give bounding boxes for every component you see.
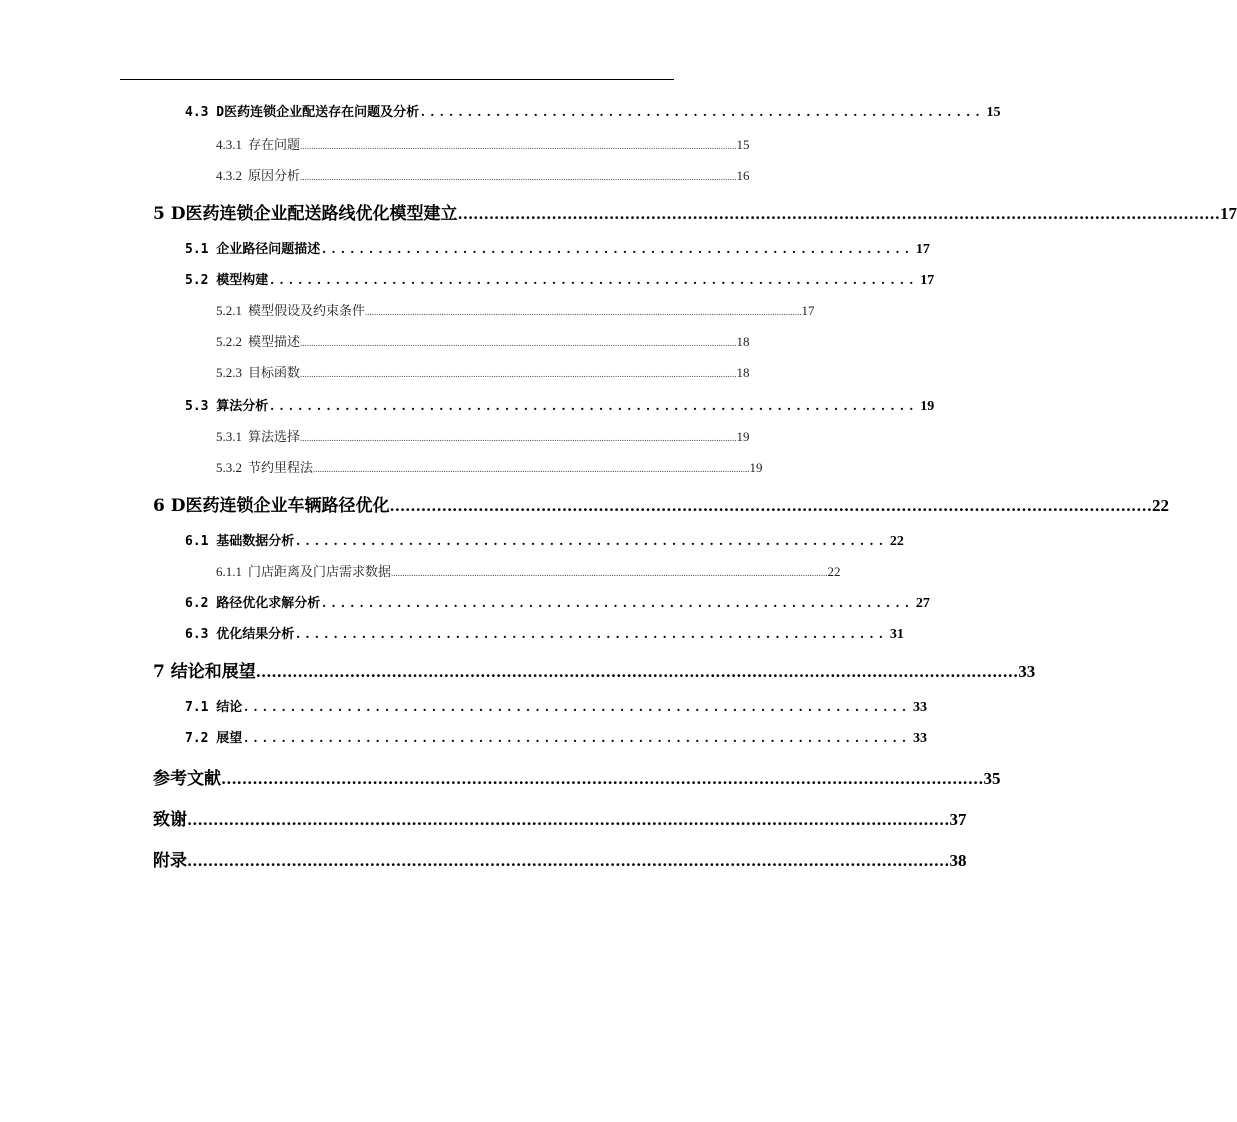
toc-entry-6-2[interactable]: [185, 592, 930, 614]
toc-leader-dots: . . . . . . . . . . . . . . . . . . . . . . . . . . . . . . . . . . . . . . . . . . . . . . . . . . . . . . . . . . . . . . . . . . . . .: [270, 399, 915, 414]
toc-entry-5-2-3[interactable]: [216, 362, 750, 382]
toc-leader-dots: ..................................................................................................................................................................................................: [300, 172, 737, 182]
toc-leader-dots: ..................................................................................................................................................: [389, 497, 1152, 515]
toc-entry-4-3-2[interactable]: [216, 165, 750, 185]
toc-leader-dots: ..................................................................................................................................................................................................: [300, 141, 737, 151]
toc-entry-chapter-6[interactable]: [153, 491, 1169, 517]
toc-entry-label: 5 D医药连锁企业配送路线优化模型建立: [153, 204, 458, 224]
toc-leader-dots: ..................................................................................................................................................................................................: [365, 307, 802, 317]
toc-entry-label: 存在问题: [248, 138, 301, 153]
toc-entry-label: 目标函数: [248, 366, 301, 381]
toc-entry-5-1[interactable]: [185, 238, 930, 260]
toc-page-number: 31: [889, 627, 904, 642]
toc-entry-label: 5.1 企业路径问题描述: [185, 242, 321, 257]
toc-leader-dots: ..................................................................................................................................................: [187, 852, 950, 870]
toc-leader-dots: . . . . . . . . . . . . . . . . . . . . . . . . . . . . . . . . . . . . . . . . . . . . . . . . . . . . . . . . . . . . . . .: [322, 242, 910, 257]
toc-leader-dots: ..................................................................................................................................................................................................: [313, 464, 750, 474]
header-rule: [120, 79, 674, 80]
toc-entry-number: 5.2.1: [216, 303, 242, 318]
toc-entry-label: 算法选择: [248, 430, 301, 445]
toc-page-number: 33: [913, 700, 928, 715]
toc-leader-dots: ..................................................................................................................................................................................................: [300, 369, 737, 379]
toc-entry-label: 7 结论和展望: [153, 662, 256, 682]
toc-entry-label: 7.2 展望: [185, 731, 243, 746]
toc-entry-7-2[interactable]: [185, 727, 928, 749]
toc-entry-label: 门店距离及门店需求数据: [248, 565, 392, 580]
toc-entry-number: 5.3.1: [216, 429, 242, 444]
toc-page-number: 19: [749, 460, 763, 475]
toc-entry-label: 6.2 路径优化求解分析: [185, 596, 321, 611]
toc-entry-label: 4.3 D医药连锁企业配送存在问题及分析: [185, 105, 420, 120]
toc-entry-label: 致谢: [153, 810, 187, 830]
toc-page-number: 15: [986, 105, 1001, 120]
toc-entry-4-3-1[interactable]: [216, 134, 750, 154]
toc-entry-number: 4.3.1: [216, 137, 242, 152]
toc-entry-number: 5.2.2: [216, 334, 242, 349]
toc-leader-dots: ..................................................................................................................................................................................................: [300, 433, 737, 443]
toc-entry-number: 6.1.1: [216, 564, 242, 579]
toc-entry-5-3-1[interactable]: [216, 426, 750, 446]
toc-page-number: 18: [736, 334, 750, 349]
toc-leader-dots: ..................................................................................................................................................................................................: [300, 338, 737, 348]
toc-entry-6-3[interactable]: [185, 623, 904, 645]
toc-entry-number: 4.3.2: [216, 168, 242, 183]
toc-entry-label: 参考文献: [153, 769, 221, 789]
toc-leader-dots: . . . . . . . . . . . . . . . . . . . . . . . . . . . . . . . . . . . . . . . . . . . . . . . . . . . . . . . . . . . . . . . . . . . . .: [270, 273, 915, 288]
toc-page-number: 17: [1219, 204, 1237, 223]
toc-page-number: 17: [801, 303, 815, 318]
toc-leader-dots: . . . . . . . . . . . . . . . . . . . . . . . . . . . . . . . . . . . . . . . . . . . . . . . . . . . . . . . . . . . . . . .: [322, 596, 910, 611]
toc-entry-acknowledgements[interactable]: [153, 805, 967, 831]
toc-entry-number: 5.3.2: [216, 460, 242, 475]
toc-entry-label: 原因分析: [248, 169, 301, 184]
toc-leader-dots: . . . . . . . . . . . . . . . . . . . . . . . . . . . . . . . . . . . . . . . . . . . . . . . . . . . . . . . . . . . . . . .: [296, 627, 884, 642]
toc-page-number: 17: [920, 273, 935, 288]
toc-leader-dots: . . . . . . . . . . . . . . . . . . . . . . . . . . . . . . . . . . . . . . . . . . . . . . . . . . . . . . . . . . . . . . . . . . . . . . .: [244, 700, 908, 715]
toc-entry-5-2-2[interactable]: [216, 331, 750, 351]
toc-page-number: 22: [889, 534, 904, 549]
toc-page-number: 15: [736, 137, 750, 152]
toc-entry-6-1-1[interactable]: [216, 561, 841, 581]
toc-page-number: 22: [1151, 496, 1169, 515]
toc-entry-appendix[interactable]: [153, 846, 967, 872]
toc-page-number: 16: [736, 168, 750, 183]
toc-entry-label: 附录: [153, 851, 187, 871]
toc-entry-7-1[interactable]: [185, 696, 928, 718]
toc-entry-5-2[interactable]: [185, 269, 935, 291]
toc-page-number: 17: [915, 242, 930, 257]
toc-page-number: 35: [983, 769, 1001, 788]
toc-page-number: 19: [736, 429, 750, 444]
toc-entry-label: 5.3 算法分析: [185, 399, 269, 414]
toc-entry-chapter-5[interactable]: [153, 199, 1237, 225]
toc-entry-label: 6.3 优化结果分析: [185, 627, 295, 642]
toc-leader-dots: ..................................................................................................................................................: [187, 811, 950, 829]
toc-leader-dots: . . . . . . . . . . . . . . . . . . . . . . . . . . . . . . . . . . . . . . . . . . . . . . . . . . . . . . . . . . . . . . . . . . . . . . .: [244, 731, 908, 746]
toc-page-number: 33: [1018, 662, 1036, 681]
toc-page-number: 38: [949, 851, 967, 870]
toc-entry-chapter-7[interactable]: [153, 657, 1036, 683]
toc-entry-label: 模型描述: [248, 335, 301, 350]
toc-page-number: 37: [949, 810, 967, 829]
toc-page-number: 22: [827, 564, 841, 579]
toc-entry-label: 5.2 模型构建: [185, 273, 269, 288]
toc-page-number: 33: [913, 731, 928, 746]
toc-entry-label: 6.1 基础数据分析: [185, 534, 295, 549]
toc-entry-label: 7.1 结论: [185, 700, 243, 715]
toc-page-number: 27: [915, 596, 930, 611]
toc-entry-label: 6 D医药连锁企业车辆路径优化: [153, 496, 390, 516]
toc-entry-label: 模型假设及约束条件: [248, 304, 366, 319]
toc-entry-5-3[interactable]: [185, 395, 935, 417]
toc-entry-5-3-2[interactable]: [216, 457, 763, 477]
toc-entry-references[interactable]: [153, 764, 1001, 790]
toc-entry-5-2-1[interactable]: [216, 300, 815, 320]
toc-leader-dots: ..................................................................................................................................................: [221, 770, 984, 788]
toc-page-number: 18: [736, 365, 750, 380]
toc-leader-dots: ..................................................................................................................................................................................................: [391, 568, 828, 578]
toc-entry-number: 5.2.3: [216, 365, 242, 380]
toc-leader-dots: . . . . . . . . . . . . . . . . . . . . . . . . . . . . . . . . . . . . . . . . . . . . . . . . . . . . . . . . . . . .: [421, 105, 981, 120]
toc-leader-dots: ..................................................................................................................................................: [457, 205, 1220, 223]
toc-leader-dots: . . . . . . . . . . . . . . . . . . . . . . . . . . . . . . . . . . . . . . . . . . . . . . . . . . . . . . . . . . . . . . .: [296, 534, 884, 549]
toc-entry-4-3[interactable]: [185, 101, 1001, 123]
toc-page-number: 19: [920, 399, 935, 414]
toc-entry-label: 节约里程法: [248, 461, 314, 476]
toc-entry-6-1[interactable]: [185, 530, 904, 552]
toc-leader-dots: ..................................................................................................................................................: [255, 663, 1019, 681]
